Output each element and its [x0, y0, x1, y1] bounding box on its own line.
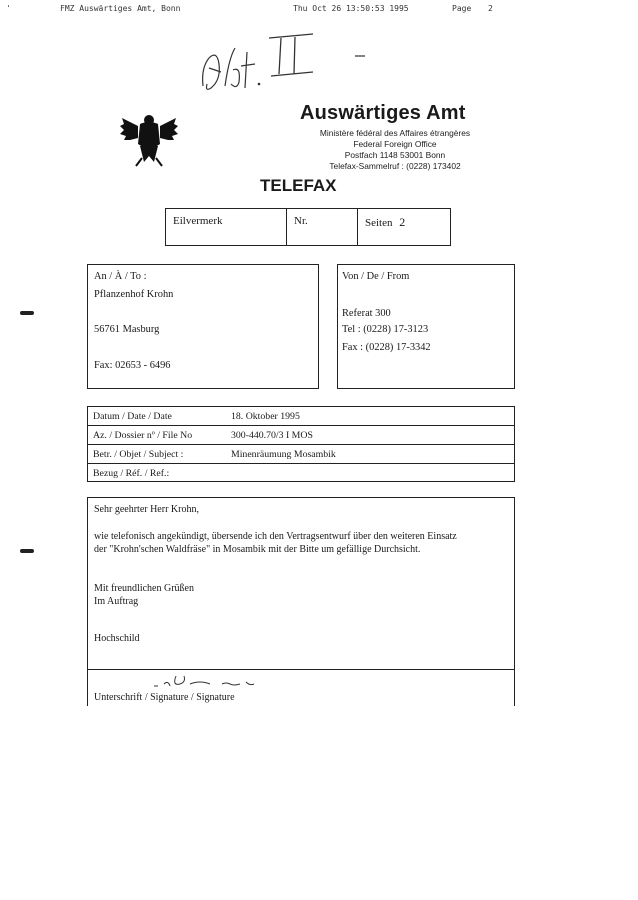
- reference-label: Az. / Dossier nº / File No: [93, 430, 193, 441]
- reference-label: Datum / Date / Date: [93, 411, 172, 422]
- sender-fax: Fax : (0228) 17-3342: [342, 342, 431, 353]
- reference-label: Betr. / Objet / Subject :: [93, 449, 184, 460]
- recipient-label: An / À / To :: [94, 271, 147, 282]
- recipient-city: 56761 Masburg: [94, 324, 160, 335]
- pages-label: Seiten: [365, 217, 393, 229]
- signature-label: Unterschrift / Signature / Signature: [94, 692, 235, 703]
- reference-value: 18. Oktober 1995: [231, 411, 300, 422]
- handwritten-signature: [150, 672, 270, 692]
- address-line: Telefax-Sammelruf : (0228) 173402: [329, 161, 461, 171]
- reference-value: Minenräumung Mosambik: [231, 449, 336, 460]
- closing: Mit freundlichen Grüßen: [94, 583, 194, 594]
- sender-box: [337, 264, 515, 389]
- nr-cell: Nr.: [287, 209, 358, 245]
- recipient-fax: Fax: 02653 - 6496: [94, 360, 171, 371]
- reference-row: [88, 445, 514, 464]
- reference-row: [88, 426, 514, 445]
- sender-referat: Referat 300: [342, 308, 391, 319]
- body-line: der "Krohn'schen Waldfräse" in Mosambik mit der Bitte um gefällige Durchsicht.: [94, 544, 421, 555]
- reference-value: 300-440.70/3 I MOS: [231, 430, 313, 441]
- eilvermerk-cell: Eilvermerk: [166, 209, 287, 245]
- reference-label: Bezug / Réf. / Ref.:: [93, 468, 170, 479]
- edge-mark: ': [6, 4, 11, 13]
- organization-name: Auswärtiges Amt: [300, 102, 466, 124]
- address-line: Postfach 1148 53001 Bonn: [344, 150, 446, 160]
- fax-page-label: Page: [452, 4, 472, 13]
- closing-in-order: Im Auftrag: [94, 596, 139, 607]
- address-line: Federal Foreign Office: [353, 139, 437, 149]
- body-line: wie telefonisch angekündigt, übersende ich den Vertragsentwurf über den weiteren Einsatz: [94, 531, 457, 542]
- punch-mark: [20, 311, 34, 315]
- punch-mark: [20, 549, 34, 553]
- reference-table: [87, 406, 515, 482]
- fax-meta-box: [165, 208, 451, 246]
- reference-row: [88, 464, 514, 483]
- sender-label: Von / De / From: [342, 271, 410, 282]
- reference-row: [88, 407, 514, 426]
- address-line: Ministère fédéral des Affaires étrangères: [319, 128, 471, 138]
- recipient-box: [87, 264, 319, 389]
- fax-page-number: 2: [488, 4, 493, 13]
- fax-transmission-header: [0, 4, 638, 16]
- signature-divider: [87, 669, 515, 670]
- pages-cell: [358, 209, 450, 245]
- sender-tel: Tel : (0228) 17-3123: [342, 324, 429, 335]
- document-type: TELEFAX: [260, 176, 337, 195]
- salutation: Sehr geehrter Herr Krohn,: [94, 504, 199, 515]
- fax-sender: FMZ Auswärtiges Amt, Bonn: [60, 4, 181, 13]
- fax-datetime: Thu Oct 26 13:50:53 1995: [293, 4, 409, 13]
- organization-address: [300, 128, 490, 172]
- signer-name: Hochschild: [94, 633, 140, 644]
- federal-eagle-emblem: [118, 108, 180, 170]
- pages-value: 2: [399, 215, 406, 229]
- handwritten-annotation: [195, 28, 395, 108]
- recipient-name: Pflanzenhof Krohn: [94, 289, 174, 300]
